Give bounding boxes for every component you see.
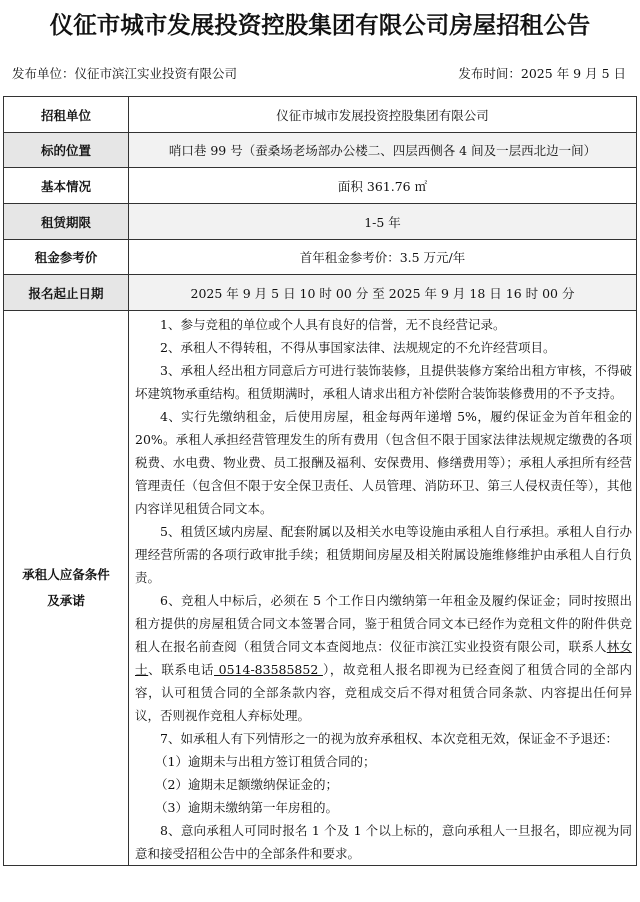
publish-time: 发布时间：2025 年 9 月 5 日 [458, 66, 626, 81]
term-item-7-sub: （2）逾期未足额缴纳保证金的； [155, 777, 338, 792]
term-item-6-text: 6、竞租人中标后，必须在 5 个工作日内缴纳第一年租金及履约保证金；同时按照出租方提供的房屋租赁合同文本签署合同，鉴于租赁合同文本已经作为竞租文件的附件供竞租人在报名前查阅（租赁合同文本查阅地点：仪征市滨江实业投资有限公司，联系人 [135, 593, 632, 654]
publisher-line: 发布单位：仪征市滨江实业投资有限公司 [12, 66, 238, 81]
term-item-6 [135, 589, 632, 727]
term-item-3: 3、承租人经出租方同意后方可进行装饰装修，且提供装修方案给出租方审核，不得破坏建筑物承重结构。租赁期满时，承租人请求出租方补偿附合装饰装修费用的不予支持。 [135, 363, 632, 401]
row-value: 1-5 年 [129, 204, 637, 240]
term-item-2: 2、承租人不得转租，不得从事国家法律、法规规定的不允许经营项目。 [160, 340, 556, 355]
contact-phone: 0514-83585852 [214, 662, 323, 677]
terms-row [4, 311, 637, 866]
term-item-6-text: ），故竞租人报名即视为已经查阅了租赁合同的全部内容，认可租赁合同的全部条款内容，竞租成交后不得对租赁合同条款、内容提出任何异议，否则视作竞租人弃标处理。 [135, 662, 632, 723]
table-row [4, 133, 637, 168]
row-label: 标的位置 [4, 133, 129, 168]
term-item-4: 4、实行先缴纳租金，后使用房屋，租金每两年递增 5%，履约保证金为首年租金的 20%。承租人承担经营管理发生的所有费用（包含但不限于国家法律法规规定缴费的各项税费、水电费、物业费、员工报酬及福利、安保费用、修缮费用等）；承租人承担所有经营管理责任（包含但不限于安全保卫责任、人员管理、消防环卫、第三人侵权责任等），其他内容详见租赁合同文本。 [135, 409, 632, 516]
terms-label [4, 311, 129, 866]
rental-info-table [3, 96, 637, 866]
term-item-8: 8、意向承租人可同时报名 1 个及 1 个以上标的，意向承租人一旦报名，即应视为同意和接受招租公告中的全部条件和要求。 [135, 823, 632, 861]
term-item-7-sub: （1）逾期未与出租方签订租赁合同的； [155, 754, 376, 769]
row-label: 租赁期限 [4, 204, 129, 240]
row-label: 报名起止日期 [4, 275, 129, 311]
row-label: 租金参考价 [4, 240, 129, 275]
row-value: 面积 361.76 ㎡ [129, 168, 637, 204]
terms-content [129, 311, 637, 866]
row-value: 哨口巷 99 号（蚕桑场老场部办公楼二、四层西侧各 4 间及一层西北边一间） [129, 133, 637, 168]
term-item-5: 5、租赁区域内房屋、配套附属以及相关水电等设施由承租人自行承担。承租人自行办理经营所需的各项行政审批手续；租赁期间房屋及相关附属设施维修维护由承租人自行负责。 [135, 524, 632, 585]
term-item-7-sub: （3）逾期未缴纳第一年房租的。 [155, 800, 338, 815]
table-row [4, 97, 637, 133]
row-label: 基本情况 [4, 168, 129, 204]
table-row [4, 240, 637, 275]
page-title: 仪征市城市发展投资控股集团有限公司房屋招租公告 [49, 11, 591, 39]
row-value: 仪征市城市发展投资控股集团有限公司 [129, 97, 637, 133]
terms-label-line: 承租人应备条件 [22, 567, 110, 582]
row-value: 首年租金参考价：3.5 万元/年 [129, 240, 637, 275]
term-item-1: 1、参与竞租的单位或个人具有良好的信誉，无不良经营记录。 [160, 317, 506, 332]
term-item-7: 7、如承租人有下列情形之一的视为放弃承租权、本次竞租无效，保证金不予退还： [160, 731, 618, 746]
table-row [4, 275, 637, 311]
terms-label-line: 及承诺 [47, 593, 85, 608]
row-label: 招租单位 [4, 97, 129, 133]
table-row [4, 204, 637, 240]
term-item-6-text: 、联系电话 [148, 662, 214, 677]
contact-person: 林女士 [135, 639, 632, 677]
table-row [4, 168, 637, 204]
row-value: 2025 年 9 月 5 日 10 时 00 分 至 2025 年 9 月 18 日 16 时 00 分 [129, 275, 637, 311]
